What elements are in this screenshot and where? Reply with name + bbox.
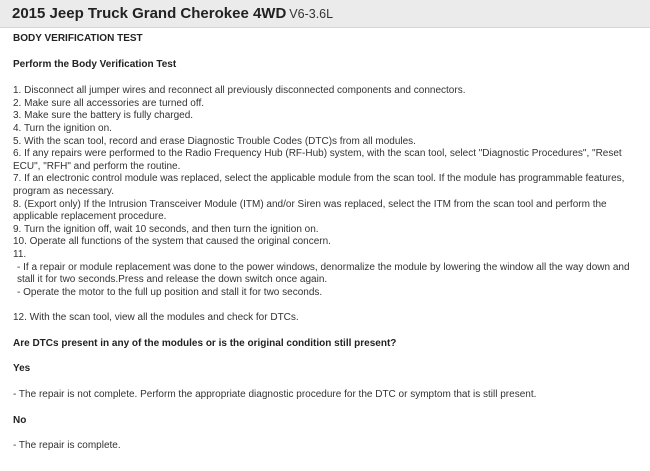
steps-list xyxy=(13,85,641,325)
step-4: 4. Turn the ignition on. xyxy=(13,122,112,134)
step-9: 9. Turn the ignition off, wait 10 seconds, and then turn the ignition on. xyxy=(13,223,319,235)
section-title: BODY VERIFICATION TEST xyxy=(13,33,143,44)
no-label: No xyxy=(13,414,27,426)
yes-result: - The repair is not complete. Perform the appropriate diagnostic procedure for the DTC or symptom that is still present. xyxy=(13,389,537,401)
step-11: 11. xyxy=(13,248,27,260)
no-result: - The repair is complete. xyxy=(13,440,121,452)
step-12: 12. With the scan tool, view all the modules and check for DTCs. xyxy=(13,312,299,324)
step-11-sub-1: - If a repair or module replacement was done to the power windows, denormalize the module by lowering the window all the way down and stall it for two seconds.Press and release the down switch once again. xyxy=(17,261,630,286)
step-3: 3. Make sure the battery is fully charged. xyxy=(13,110,194,122)
vehicle-title xyxy=(12,5,333,23)
page-header xyxy=(0,0,650,28)
question-text: Are DTCs present in any of the modules or is the original condition still present? xyxy=(13,337,397,349)
step-6: 6. If any repairs were performed to the Radio Frequency Hub (RF-Hub) system, with the scan tool, select "Diagnostic Procedures", "Reset ECU", "RFH" and perform the routine. xyxy=(13,148,622,172)
step-8: 8. (Export only) If the Intrusion Transceiver Module (ITM) and/or Siren was replaced, select the ITM from the scan tool and perform the applicable replacement procedure. xyxy=(13,198,607,223)
vehicle-model: 2015 Jeep Truck Grand Cherokee 4WD xyxy=(12,5,287,22)
yes-label: Yes xyxy=(13,363,31,375)
step-2: 2. Make sure all accessories are turned off. xyxy=(13,97,205,109)
step-11-sub-2: - Operate the motor to the full up position and stall it for two seconds. xyxy=(17,286,323,298)
step-1: 1. Disconnect all jumper wires and reconnect all previously disconnected components and connectors. xyxy=(13,85,466,97)
document-body xyxy=(13,33,641,453)
step-5: 5. With the scan tool, record and erase Diagnostic Trouble Codes (DTC)s from all modules. xyxy=(13,135,416,147)
step-7: 7. If an electronic control module was replaced, select the applicable module from the scan tool. If the module has programmable features, program as necessary. xyxy=(13,173,625,197)
step-10: 10. Operate all functions of the system that caused the original concern. xyxy=(13,236,331,248)
engine-label: V6-3.6L xyxy=(289,7,334,21)
procedure-title: Perform the Body Verification Test xyxy=(13,58,177,70)
